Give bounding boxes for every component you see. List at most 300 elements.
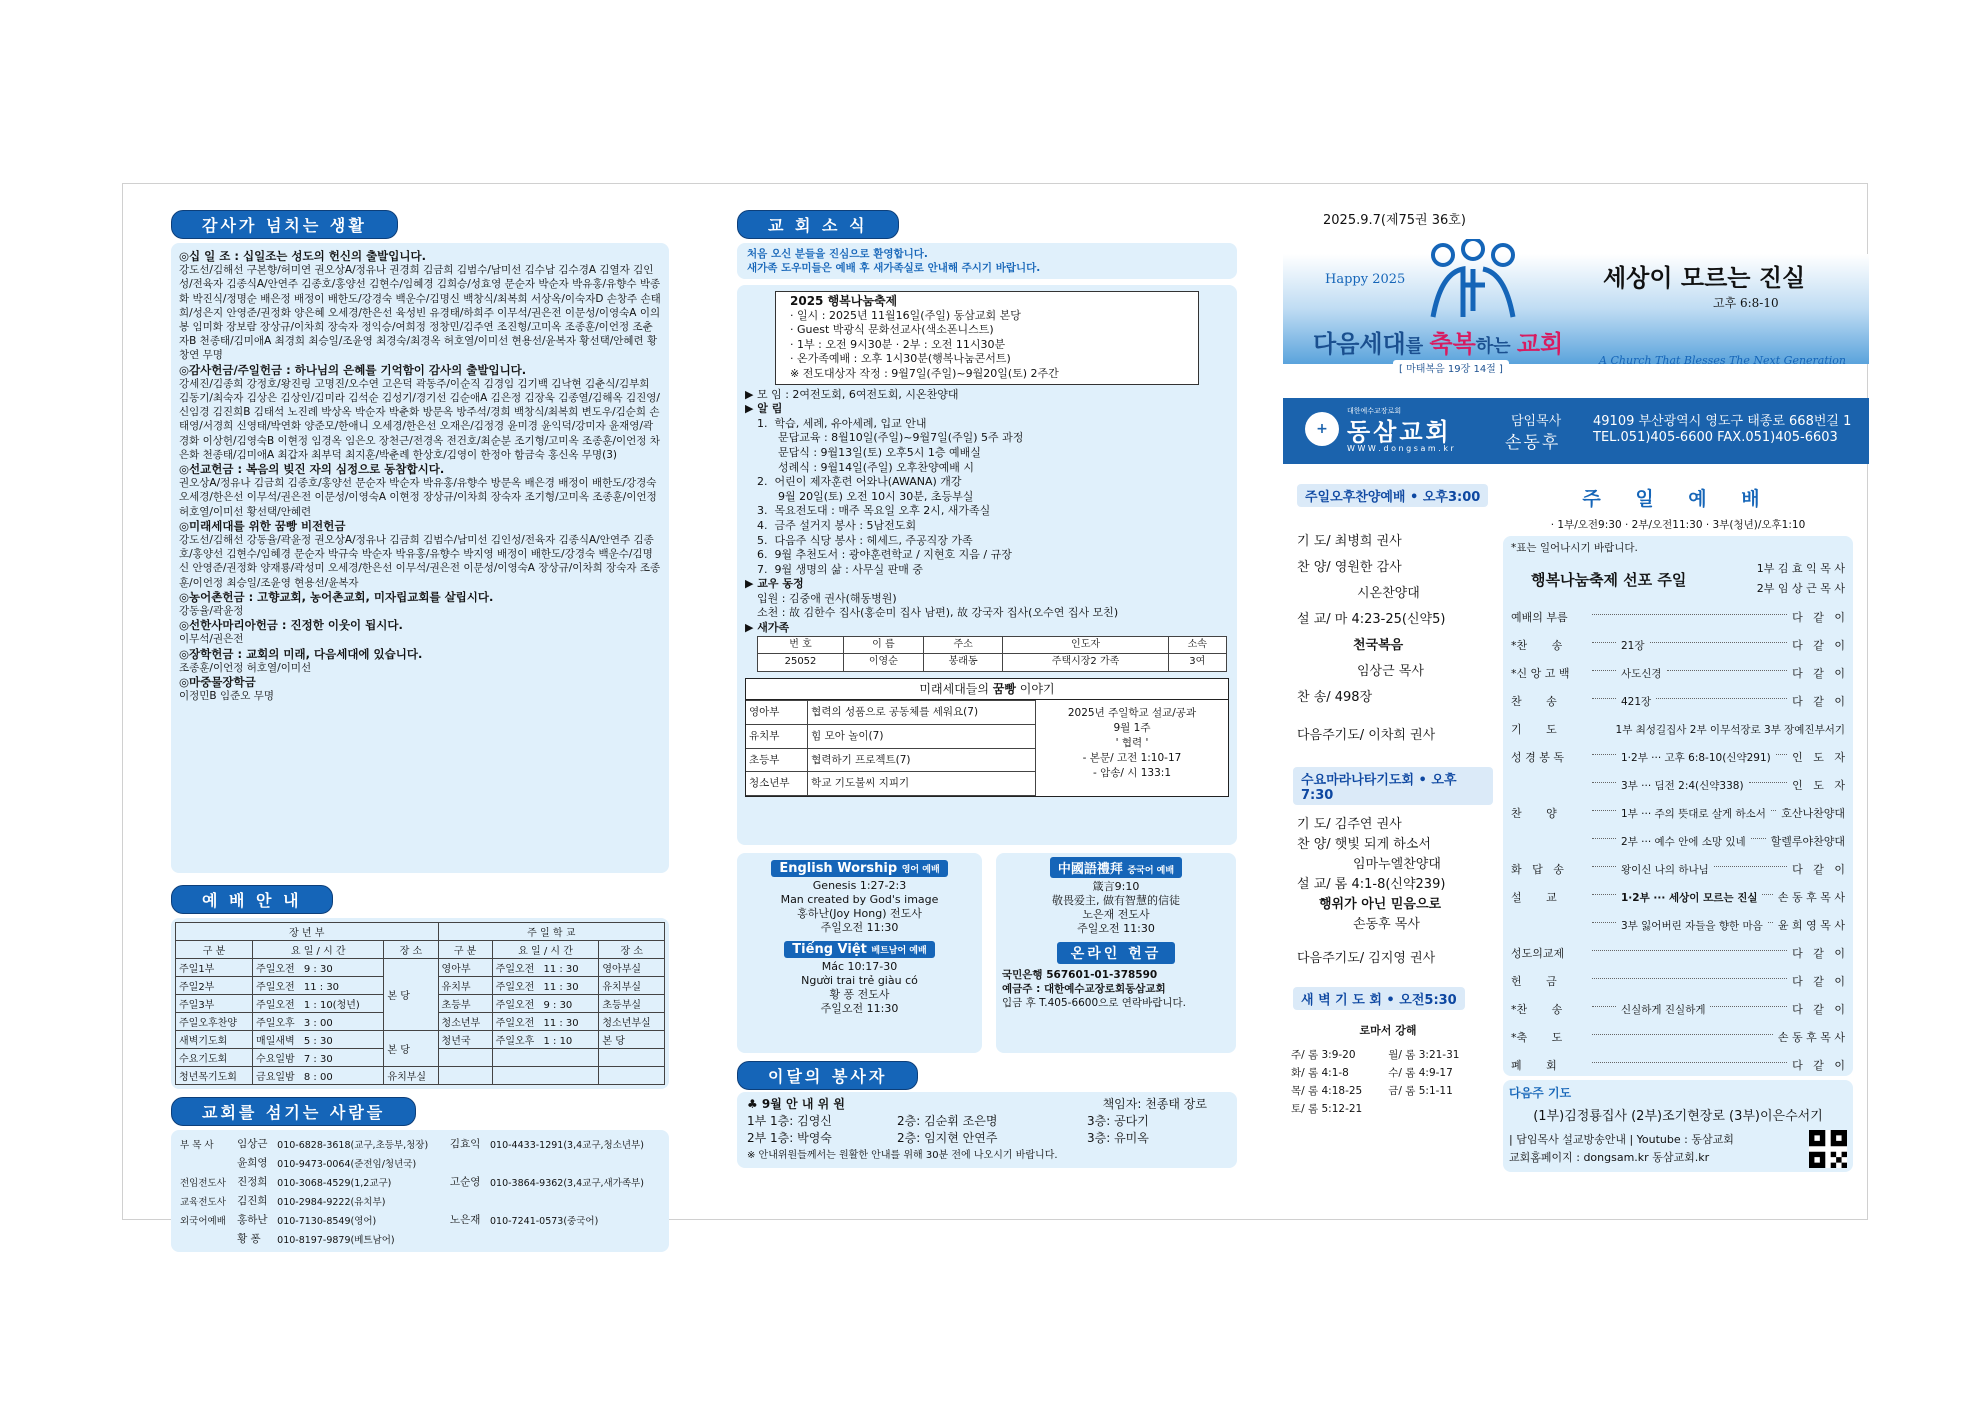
notice-line: 4. 금주 설거지 봉사 : 5남전도회 [757, 518, 917, 532]
viet-title: Tiếng Việt [792, 942, 867, 957]
dawn-cell: 월/ 롬 3:21-31 [1388, 1049, 1460, 1061]
order-leader: 다 같 이 [1792, 1059, 1845, 1072]
dawn-name: 새 벽 기 도 회 [1301, 993, 1382, 1008]
school-cell: 본 당 [599, 1031, 665, 1049]
servant-cell: 홍하난 [237, 1214, 268, 1226]
dream-title-pre: 미래세대들의 [919, 681, 993, 696]
theme-sunday: 행복나눔축제 선포 주일 [1531, 570, 1687, 589]
volunteers-note: ※ 안내위원들께서는 원활한 안내를 위해 30분 전에 나오시기 바랍니다. [747, 1150, 1058, 1161]
day: 주일오전 [495, 964, 535, 975]
foreign-worship-box [737, 853, 982, 1053]
order-leader: 다 같 이 [1792, 639, 1845, 652]
servant-cell: 윤희영 [237, 1157, 268, 1169]
bulletin-sheet [122, 183, 1868, 1246]
order-item [1511, 855, 1845, 883]
senior-pastor-name: 손동후 [1505, 433, 1561, 453]
order-item [1511, 827, 1845, 855]
order-item [1511, 771, 1845, 799]
broadcast-info: | 담임목사 설교방송안내 | Youtube : 동삼교회 [1509, 1133, 1734, 1146]
order-leader: 손 동 후 목 사 [1777, 1031, 1845, 1044]
sunday-pm-name: 주일오후찬양예배 [1305, 490, 1406, 505]
dream-cell: 유치부 [746, 725, 808, 749]
dawn-cell [1388, 1100, 1485, 1118]
day: 금요일밤 [256, 1072, 295, 1083]
dawn-cell: 주/ 롬 3:9-20 [1291, 1049, 1356, 1061]
day: 주일오전 [495, 1018, 535, 1029]
wed-line: 기 도/ 김주연 권사 [1297, 817, 1402, 832]
column-sunday-worship [1503, 484, 1853, 1172]
viet-sub: 베트남어 예배 [871, 946, 927, 956]
column-header: 요 일 / 시 간 [492, 941, 599, 959]
day: 주일오전 [495, 1000, 535, 1011]
worship-times-box [171, 918, 669, 1089]
time: 1 : 10 [540, 1036, 573, 1047]
time: 1 : 10(청년) [300, 1000, 360, 1011]
offering-heading: ◎선한사마리아헌금 : 진정한 이웃이 됩시다. [179, 618, 403, 633]
sunday-pm-program [1297, 529, 1493, 749]
order-part: 찬 송 [1511, 695, 1557, 708]
festival-details [790, 309, 1184, 382]
servant-cell: 010-2984-9222(유치부) [277, 1196, 386, 1208]
time: 8 : 00 [300, 1072, 333, 1083]
time: 11 : 30 [300, 982, 340, 993]
schedule-cell [253, 1067, 384, 1085]
servant-cell [487, 1229, 663, 1248]
wed-line: 임마누엘찬양대 [1353, 857, 1441, 872]
volunteer-cell: 1부 1층: 김영신 [747, 1114, 832, 1128]
schedule-cell: 새벽기도회 [176, 1031, 253, 1049]
time: 3 : 00 [300, 1018, 333, 1029]
lesson-line: 2025년 주일학교 설교/공과 [1067, 707, 1197, 720]
english-worship-details [741, 879, 978, 935]
school-cell: 영아부실 [599, 959, 665, 977]
notice-line: 성례식 : 9월14일(주일) 오후찬양예배 시 [757, 460, 975, 474]
dream-story-box [745, 678, 1229, 797]
servant-cell [487, 1191, 663, 1210]
day: 매일새벽 [256, 1036, 295, 1047]
order-leader: 호산나찬양대 [1781, 807, 1845, 820]
slogan-d: 하는 [1475, 336, 1517, 357]
pm-line: 시온찬양대 [1357, 586, 1420, 601]
section-title-volunteers: 이달의 봉사자 [737, 1061, 918, 1090]
notice-line: 문답식 : 9월13일(토) 오후5시 1층 예배실 [757, 445, 981, 459]
servant-cell: 010-4433-1291(3,4교구,청소년부) [490, 1139, 644, 1151]
welcome-box [737, 243, 1237, 279]
happy-2025: Happy 2025 [1325, 272, 1406, 287]
dream-cell: 학교 기도불씨 지피기 [808, 772, 1036, 796]
church-emblem-icon: + [1305, 412, 1339, 446]
bank-account: 국민은행 567601-01-378590 [1002, 969, 1158, 981]
festival-title: 2025 행복나눔축제 [790, 294, 898, 308]
time: 9 : 30 [300, 964, 333, 975]
place-cell: 본 당 [384, 959, 438, 1031]
notice-line: 2. 어린이 제자훈련 어와나(AWANA) 개강 [757, 475, 962, 489]
servant-cell [487, 1153, 663, 1172]
dream-cell: 협력하기 프로젝트(7) [808, 748, 1036, 772]
chinese-line: 주일오전 11:30 [1077, 922, 1155, 935]
notice-line: 6. 9월 추천도서 : 광야훈련학교 / 지현호 지음 / 규장 [757, 548, 1012, 562]
worship-leaders [1757, 559, 1845, 599]
column-header: 요 일 / 시 간 [253, 941, 384, 959]
column-header: 구 분 [438, 941, 492, 959]
order-leader: 다 같 이 [1792, 975, 1845, 988]
servant-cell: 고순영 [449, 1176, 481, 1188]
dream-cell: 영아부 [746, 701, 808, 725]
order-part: 성 경 봉 독 [1511, 751, 1564, 764]
offering-names: 조종훈/이언정 허호열/이미선 [179, 661, 312, 674]
offering-heading: ◎감사헌금/주일헌금 : 하나님의 은혜를 기억함이 감사의 출발입니다. [179, 362, 527, 377]
meeting-line: ▶ 모 임 : 2여전도회, 6여전도회, 시온찬양대 [745, 387, 959, 401]
time: 11 : 30 [540, 982, 579, 993]
adult-header: 장 년 부 [176, 923, 439, 941]
church-url: W W W . d o n g s a m . k r [1347, 444, 1454, 453]
notice-line: 문답교육 : 8월10일(주일)~9월7일(주일) 5주 과정 [757, 431, 1024, 445]
english-line: 홍하난(Joy Hong) 전도사 [797, 907, 922, 920]
dawn-cell: 토/ 롬 5:12-21 [1291, 1103, 1363, 1115]
lesson-line: 9월 1주 [1113, 722, 1151, 735]
english-line: Man created by God's image [780, 893, 939, 906]
column-services [1283, 484, 1493, 1118]
lesson-line: - 암송/ 시 133:1 [1092, 767, 1172, 780]
servant-cell: 010-8197-9879(베트남어) [277, 1234, 395, 1246]
offering-list [171, 243, 669, 873]
day: 주일오후 [495, 1036, 535, 1047]
servants-table [177, 1134, 663, 1248]
wed-line: 찬 양/ 햇빛 되게 하소서 [1297, 837, 1431, 852]
schedule-cell: 주일1부 [176, 959, 253, 977]
lesson-line: ' 협력 ' [1115, 737, 1149, 750]
welcome-line-2: 새가족 도우미들은 예배 후 새가족실로 안내해 주시기 바랍니다. [747, 262, 1041, 274]
new-family-cell: 이영순 [844, 654, 924, 672]
dawn-schedule [1291, 1046, 1485, 1118]
offering-heading: ◎마중물장학금 [179, 675, 256, 690]
dawn-cell: 금/ 롬 5:1-11 [1388, 1085, 1453, 1097]
school-cell: 유치부실 [599, 977, 665, 995]
church-family-logo-icon [1423, 239, 1523, 321]
servant-cell: 010-7241-0573(중국어) [490, 1215, 599, 1227]
new-family-cell: 주택시장2 가족 [1003, 654, 1168, 672]
wed-line: 행위가 아닌 믿음으로 [1319, 897, 1442, 912]
dawn-time: 오전5:30 [1399, 993, 1457, 1008]
pm-line: 설 교/ 마 4:23-25(신약5) [1297, 612, 1446, 627]
church-address: 49109 부산광역시 영도구 태종로 668번길 1 [1593, 414, 1852, 429]
wed-line: 설 교/ 롬 4:1-8(신약239) [1297, 877, 1446, 892]
order-item [1511, 967, 1845, 995]
school-cell [492, 1031, 599, 1049]
vietnamese-worship-details [741, 960, 978, 1016]
dawn-cell: 수/ 롬 4:9-17 [1388, 1067, 1453, 1079]
empty [492, 1049, 599, 1067]
order-part: 기 도 [1511, 723, 1557, 736]
schedule-cell: 주일오후찬양 [176, 1013, 253, 1031]
chinese-online-box [996, 853, 1236, 1053]
servants-box [171, 1130, 669, 1252]
school-cell [492, 995, 599, 1013]
order-content: 왕이신 나의 하나님 [1621, 863, 1709, 876]
english-slogan: A Church That Blesses The Next Generation [1599, 354, 1847, 367]
viet-line: 주일오전 11:30 [820, 1002, 899, 1015]
lesson-line: - 본문/ 고전 1:10-17 [1082, 752, 1182, 765]
day: 주일오전 [256, 982, 295, 993]
pm-line: 천국복음 [1353, 638, 1404, 653]
order-part: 찬 양 [1511, 807, 1557, 820]
slogan [1313, 324, 1563, 359]
schedule-cell [253, 1049, 384, 1067]
servant-cell: 010-3864-9362(3,4교구,새가족부) [490, 1177, 644, 1189]
time: 11 : 30 [540, 1018, 579, 1029]
order-item [1511, 911, 1845, 939]
order-item [1511, 631, 1845, 659]
offering-heading: ◎십 일 조 : 십일조는 성도의 헌신의 출발입니다. [179, 249, 426, 263]
place-cell: 유치부실 [384, 1067, 438, 1085]
order-content: 사도신경 [1621, 667, 1662, 680]
order-content: 1·2부 ··· 고후 6:8-10(신약291) [1621, 751, 1771, 764]
servant-cell: 전임전도사 [180, 1177, 226, 1189]
english-line: Genesis 1:27-2:3 [812, 879, 907, 892]
day: 주일오후 [256, 1018, 295, 1029]
servant-cell: 010-7130-8549(영어) [277, 1215, 377, 1227]
order-content: 1·2부 ··· 세상이 모르는 진실 [1621, 891, 1758, 904]
new-family-table [757, 636, 1227, 672]
viet-line: Mác 10:17-30 [821, 960, 898, 973]
order-part: 예배의 부름 [1511, 611, 1568, 624]
schedule-cell: 주일2부 [176, 977, 253, 995]
order-content: 1부 최성길집사 2부 이무석장로 3부 장예진부서기 [1615, 723, 1845, 736]
wednesday-program [1297, 815, 1493, 969]
order-leader: 인 도 자 [1792, 751, 1845, 764]
order-part: *신 앙 고 백 [1511, 667, 1570, 680]
wed-line: 다음주기도/ 김지영 권사 [1297, 951, 1436, 966]
servant-cell: 진정희 [237, 1176, 268, 1188]
time: 7 : 30 [300, 1054, 333, 1065]
qr-code-icon[interactable] [1809, 1130, 1847, 1168]
next-prayer-names: (1부)김정룡집사 (2부)조기현장로 (3부)이은수서기 [1533, 1109, 1823, 1124]
servant-cell [447, 1229, 487, 1248]
senior-pastor-label: 담임목사 [1511, 414, 1562, 429]
order-leader: 할렐루야찬양대 [1770, 835, 1845, 848]
servant-cell: 노은재 [449, 1214, 481, 1226]
leader-line: 1부 김 효 익 목 사 [1756, 562, 1845, 575]
school-cell: 유치부 [438, 977, 492, 995]
order-leader: 다 같 이 [1792, 667, 1845, 680]
day: 주일오전 [256, 964, 295, 975]
schedule-cell: 주일3부 [176, 995, 253, 1013]
order-part: 설 교 [1511, 891, 1557, 904]
dream-cell: 힘 모아 놀이(7) [808, 725, 1036, 749]
chinese-worship-details [1000, 880, 1232, 936]
volunteer-cell: 3층: 유미옥 [1087, 1131, 1149, 1145]
school-cell: 초등부실 [599, 995, 665, 1013]
volunteers-leader: 책임자: 천종태 장로 [1102, 1097, 1207, 1111]
school-cell [492, 977, 599, 995]
pm-line: 찬 양/ 영원한 감사 [1297, 560, 1402, 575]
dawn-cell: 화/ 롬 4:1-8 [1291, 1067, 1349, 1079]
viet-line: Người trai trẻ giàu có [801, 974, 918, 987]
wed-line: 손동후 목사 [1353, 917, 1420, 932]
chinese-line: 箴言9:10 [1092, 880, 1140, 893]
day: 주일오전 [495, 982, 535, 993]
chinese-line: 노은재 전도사 [1082, 908, 1150, 921]
offering-names: 강세진/김종희 강정호/왕진링 고명진/오수연 고은덕 곽동주/이순직 김경임 김기백 김낙현 김춘식/김부희 김동기/최숙자 김상은 김상인/김미라 김석순 김성기/경기선 김순애A 김은정 김장욱 김종열/김해옥 김진영/신임경 김진희B 김태석 노진례 박상옥 박순자 박춘화 방문옥 방주석/경희 백창식/최복희 변도우/김순희 손태영/서경희 신영태/박연화 양준모/한애니 오세경/한은선 오재은/김정경 윤미경 윤익덕/강미자 윤재영/곽경화 이상헌/김영숙B 이현정 임경옥 임은오 장천근/전경옥 전건호/최순분 조기형/고미옥 조종훈/이언정 차은화 천종태/김미애A 최갑자 최부덕 최지훈/박춘례 한상호/김영이 한정아 함금숙 홍신옥 무명(3) [179, 377, 660, 461]
offering-heading: ◎농어촌헌금 : 고향교회, 농어촌교회, 미자립교회를 살립시다. [179, 589, 494, 604]
section-title-worship-times: 예 배 안 내 [171, 885, 333, 914]
sermon-title: 세상이 모르는 진실 [1603, 263, 1806, 292]
section-title-thanks: 감사가 넘치는 생활 [171, 210, 398, 239]
servant-cell: 부 목 사 [180, 1139, 214, 1151]
column-header: 장 소 [599, 941, 665, 959]
dream-story-title [746, 679, 1228, 701]
english-sub: 영어 예배 [901, 865, 940, 875]
schedule-cell [253, 959, 384, 977]
volunteer-cell: 2층: 김순휘 조은명 [897, 1114, 998, 1128]
empty [599, 1067, 665, 1085]
order-leader: 윤 희 영 목 사 [1777, 919, 1845, 932]
order-content: 21장 [1621, 639, 1645, 652]
new-family-cell: 번 호 [758, 636, 844, 654]
homepage-info[interactable]: 교회홈페이지 : dongsam.kr 동삼교회.kr [1509, 1151, 1710, 1164]
order-item [1511, 743, 1845, 771]
worship-times-table [175, 922, 665, 1085]
servant-cell: 외국어예배 [180, 1215, 226, 1227]
offering-names: 권오상A/정유나 김금희 김종호/홍양선 문순자 박순자 박유홍/유향수 방문옥 배은경 배정이 배한도/강경숙 오세경/한은선 이무석/권은전 이문성/이영숙A 이현정 장상규/이차희 장숙자 조기형/고미옥 조종훈/이언정 허호열/이미선 황선택/안혜련 [179, 477, 657, 518]
day: 수요일밤 [256, 1054, 295, 1065]
festival-box [775, 291, 1199, 385]
order-leader: 다 같 이 [1792, 611, 1845, 624]
order-part: 성도의교제 [1511, 947, 1565, 960]
school-cell: 영아부 [438, 959, 492, 977]
english-line: 주일오전 11:30 [820, 921, 899, 934]
slogan-a: 다음세대 [1313, 330, 1406, 358]
order-item [1511, 603, 1845, 631]
school-cell: 청년국 [438, 1031, 492, 1049]
section-title-servants: 교회를 섬기는 사람들 [171, 1097, 416, 1126]
news-box [737, 285, 1237, 845]
volunteers-box [737, 1092, 1237, 1168]
dawn-subtitle: 로마서 강해 [1359, 1024, 1417, 1037]
column-header: 구 분 [176, 941, 253, 959]
servant-cell [177, 1229, 234, 1248]
schedule-cell [253, 1013, 384, 1031]
schedule-cell [253, 1031, 384, 1049]
empty [492, 1067, 599, 1085]
servant-cell: 010-6828-3618(교구,초등부,청장) [277, 1139, 429, 1151]
order-content: 3부 잃어버린 자들을 향한 마음 [1621, 919, 1763, 932]
servant-cell: 010-9473-0064(준전임/청년국) [277, 1158, 417, 1170]
account-holder: 예금주 : 대한예수교장로회동삼교회 [1002, 983, 1166, 995]
order-item [1511, 659, 1845, 687]
schedule-cell: 청년목기도회 [176, 1067, 253, 1085]
order-of-worship [1511, 603, 1845, 1079]
church-name: 동삼교회 [1347, 418, 1452, 446]
order-leader: 다 같 이 [1792, 695, 1845, 708]
order-part: 화 답 송 [1511, 863, 1564, 876]
masthead [1283, 184, 1869, 464]
order-content: 3부 ··· 딤전 2:4(신약338) [1621, 779, 1744, 792]
new-family-cell: 25052 [758, 654, 844, 672]
order-item [1511, 799, 1845, 827]
servant-cell: 임상근 [237, 1138, 268, 1150]
dream-title-post: 이야기 [1015, 681, 1055, 696]
volunteer-cell: 2부 1층: 박영숙 [747, 1131, 832, 1145]
volunteer-cell: 2층: 임지현 안연주 [897, 1131, 998, 1145]
slogan-e: 교회 [1516, 330, 1564, 358]
new-family-cell: 인도자 [1003, 636, 1168, 654]
order-leader: 손 동 후 목 사 [1777, 891, 1845, 904]
schedule-cell: 수요기도회 [176, 1049, 253, 1067]
time: 5 : 30 [300, 1036, 333, 1047]
festival-line: · 일시 : 2025년 11월16일(주일) 동삼교회 본당 [790, 308, 1021, 322]
section-title-news: 교 회 소 식 [737, 210, 899, 239]
online-offering-details [1000, 968, 1232, 1010]
notice-line: 3. 목요전도대 : 매주 목요일 오후 2시, 새가족실 [757, 504, 991, 518]
time: 9 : 30 [540, 1000, 573, 1011]
notice-line: 1. 학습, 세례, 유아세례, 입교 안내 [757, 416, 927, 430]
offering-names: 강도선/김해선 구본향/허미연 권오상A/정유나 권경희 김금희 김범수/남미선 김수남 김수경A 김열자 김인성/전육자 김종식A/안연주 김종호/홍양선 김현수/임혜경 김희승/성효영 문순자 박순자 박유홍/유향수 박종화 박진식/정명순 배은정 배정이 배한도/강경숙 백운수/김명신 백창식/최복희 서상옥/이숙자D 손창주 손태희/성은지 안영준/권정화 양은혜 오세경/한은선 육성빈 유경태/하희주 이무석/권은전 이문성/이영숙A 이의봉 임미화 장보람 장상규/이차희 장숙자 정익승/여희정 정창민/김주연 조진형/고미옥 조종훈/이언정 조춘자B 천종태/김미애A 최경희 최승일/조윤영 최경숙/최경옥 허호열/이미선 현용선/윤복자 황선택/안혜련 황창연 무명 [179, 264, 661, 362]
empty [438, 1049, 492, 1067]
english-title: English Worship [779, 861, 898, 876]
next-prayer-box [1503, 1080, 1853, 1172]
next-prayer-label: 다음주 기도 [1509, 1086, 1572, 1100]
servant-cell: 010-3068-4529(1,2교구) [277, 1177, 392, 1189]
notice-line: 9월 20일(토) 오전 10시 30분, 초등부실 [757, 489, 974, 503]
order-content: 1부 ··· 주의 뜻대로 살게 하소서 [1621, 807, 1766, 820]
new-family-cell: 3여 [1168, 654, 1226, 672]
slogan-verse: [ 마태복음 19장 14절 ] [1393, 360, 1509, 375]
dream-story-table [746, 700, 1036, 795]
volunteers-heading: ♣ 9월 안 내 위 원 [747, 1097, 845, 1111]
slogan-b: 를 [1405, 336, 1430, 357]
order-content: 2부 ··· 예수 안에 소망 있네 [1621, 835, 1746, 848]
order-item [1511, 1051, 1845, 1079]
order-item [1511, 883, 1845, 911]
servant-cell [177, 1153, 234, 1172]
notice-line: 7. 9월 생명의 삶 : 사무실 판매 중 [757, 562, 924, 576]
school-cell: 초등부 [438, 995, 492, 1013]
order-part: *찬 송 [1511, 639, 1563, 652]
order-part: 폐 회 [1511, 1059, 1557, 1072]
servant-cell [447, 1191, 487, 1210]
offering-heading: ◎선교헌금 : 복음의 빚진 자의 심정으로 동참합시다. [179, 462, 445, 477]
school-header: 주 일 학 교 [438, 923, 664, 941]
order-content: 신실하게 진실하게 [1621, 1003, 1706, 1016]
festival-line: ※ 전도대상자 작정 : 9월7일(주일)~9월20일(토) 2주간 [790, 366, 1059, 380]
dream-cell: 초등부 [746, 748, 808, 772]
notice-line: 5. 다음주 식당 봉사 : 헤세드, 주공직장 가족 [757, 533, 973, 547]
order-leader: 다 같 이 [1792, 863, 1845, 876]
offering-heading: ◎미래세대를 위한 꿈빵 비전헌금 [179, 518, 346, 533]
new-family-cell: 이 름 [844, 636, 924, 654]
new-family-heading: ▶ 새가족 [745, 621, 790, 635]
dawn-cell: 목/ 롬 4:18-25 [1291, 1085, 1363, 1097]
festival-line: · 온가족예배 : 오후 1시30분(행복나눔콘서트) [790, 352, 1011, 366]
schedule-cell [253, 995, 384, 1013]
schedule-cell [253, 977, 384, 995]
dream-cell: 청소년부 [746, 772, 808, 796]
english-worship-title [771, 860, 947, 877]
sunday-worship-title: 주 일 예 배 [1582, 488, 1774, 510]
dream-title-bold: 꿈빵 [992, 681, 1016, 696]
chinese-worship-title [1050, 857, 1182, 878]
order-item [1511, 715, 1845, 743]
servant-cell: 교육전도사 [180, 1196, 226, 1208]
offering-heading: ◎장학헌금 : 교회의 미래, 다음세대에 있습니다. [179, 646, 423, 661]
servant-cell [447, 1153, 487, 1172]
new-family-cell: 봉래동 [923, 654, 1003, 672]
order-part: 헌 금 [1511, 975, 1557, 988]
column-offerings [171, 210, 669, 1252]
school-cell: 청소년부 [438, 1013, 492, 1031]
dream-story-lesson [1036, 700, 1228, 795]
